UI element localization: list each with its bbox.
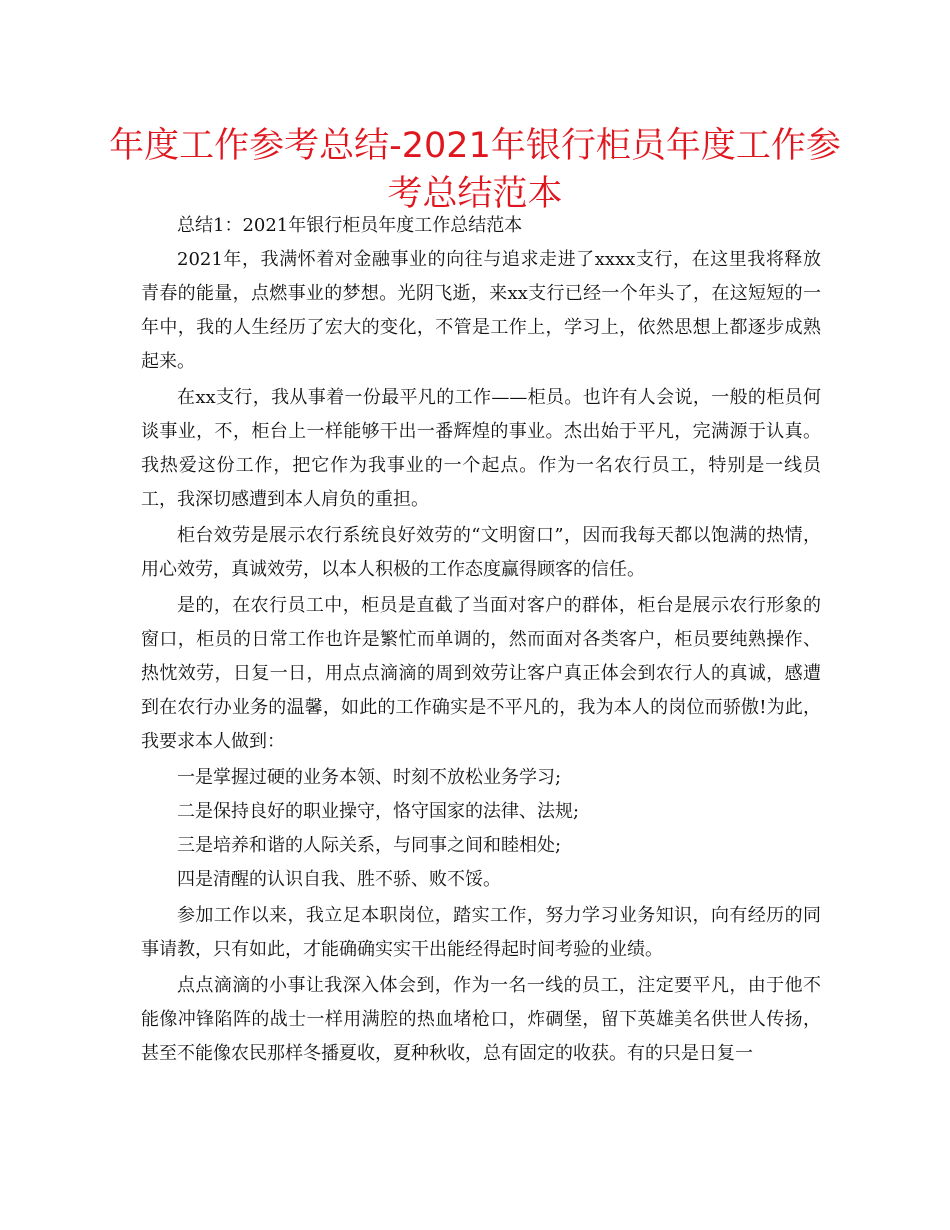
list-item: 一是掌握过硬的业务本领、时刻不放松业务学习; [177, 767, 562, 788]
paragraph: 点点滴滴的小事让我深入体会到，作为一名一线的员工，注定要平凡，由于他不能像冲锋陷阵的战士一样用满腔的热血堵枪口，炸碉堡，留下英雄美名供世人传扬，甚至不能像农民那样冬播夏收，夏种秋收，总有固定的收获。有的只是日复一 [141, 975, 821, 1064]
list-item: 二是保持良好的职业操守，恪守国家的法律、法规; [177, 801, 580, 822]
list-item: 三是培养和谐的人际关系，与同事之间和睦相处; [177, 835, 562, 856]
paragraph: 是的，在农行员工中，柜员是直截了当面对客户的群体，柜台是展示农行形象的窗口，柜员的日常工作也许是繁忙而单调的，然而面对各类客户，柜员要纯熟操作、热忱效劳，日复一日，用点点滴滴的周到效劳让客户真正体会到农行人的真诚，感遭到在农行办业务的温馨，如此的工作确实是不平凡的，我为本人的岗位而骄傲!为此，我要求本人做到： [141, 595, 821, 752]
paragraph: 参加工作以来，我立足本职岗位，踏实工作，努力学习业务知识，向有经历的同事请教，只有如此，才能确确实实干出能经得起时间考验的业绩。 [141, 905, 821, 960]
document-title: 年度工作参考总结-2021年银行柜员年度工作参考总结范本 [109, 126, 841, 214]
paragraph: 在xx支行，我从事着一份最平凡的工作——柜员。也许有人会说，一般的柜员何谈事业，不，柜台上一样能够干出一番辉煌的事业。杰出始于平凡，完满源于认真。我热爱这份工作，把它作为我事业的一个起点。作为一名农行员工，特别是一线员工，我深切感遭到本人肩负的重担。 [141, 387, 821, 510]
paragraph-subtitle: 总结1：2021年银行柜员年度工作总结范本 [177, 215, 523, 236]
paragraph: 柜台效劳是展示农行系统良好效劳的“文明窗口”，因而我每天都以饱满的热情，用心效劳，真诚效劳，以本人积极的工作态度赢得顾客的信任。 [141, 525, 821, 580]
paragraph: 2021年，我满怀着对金融事业的向往与追求走进了xxxx支行，在这里我将释放青春的能量，点燃事业的梦想。光阴飞逝，来xx支行已经一个年头了，在这短短的一年中，我的人生经历了宏大的变化，不管是工作上，学习上，依然思想上都逐步成熟起来。 [141, 249, 821, 372]
document-body [141, 209, 821, 1073]
list-item: 四是清醒的认识自我、胜不骄、败不馁。 [177, 869, 501, 890]
